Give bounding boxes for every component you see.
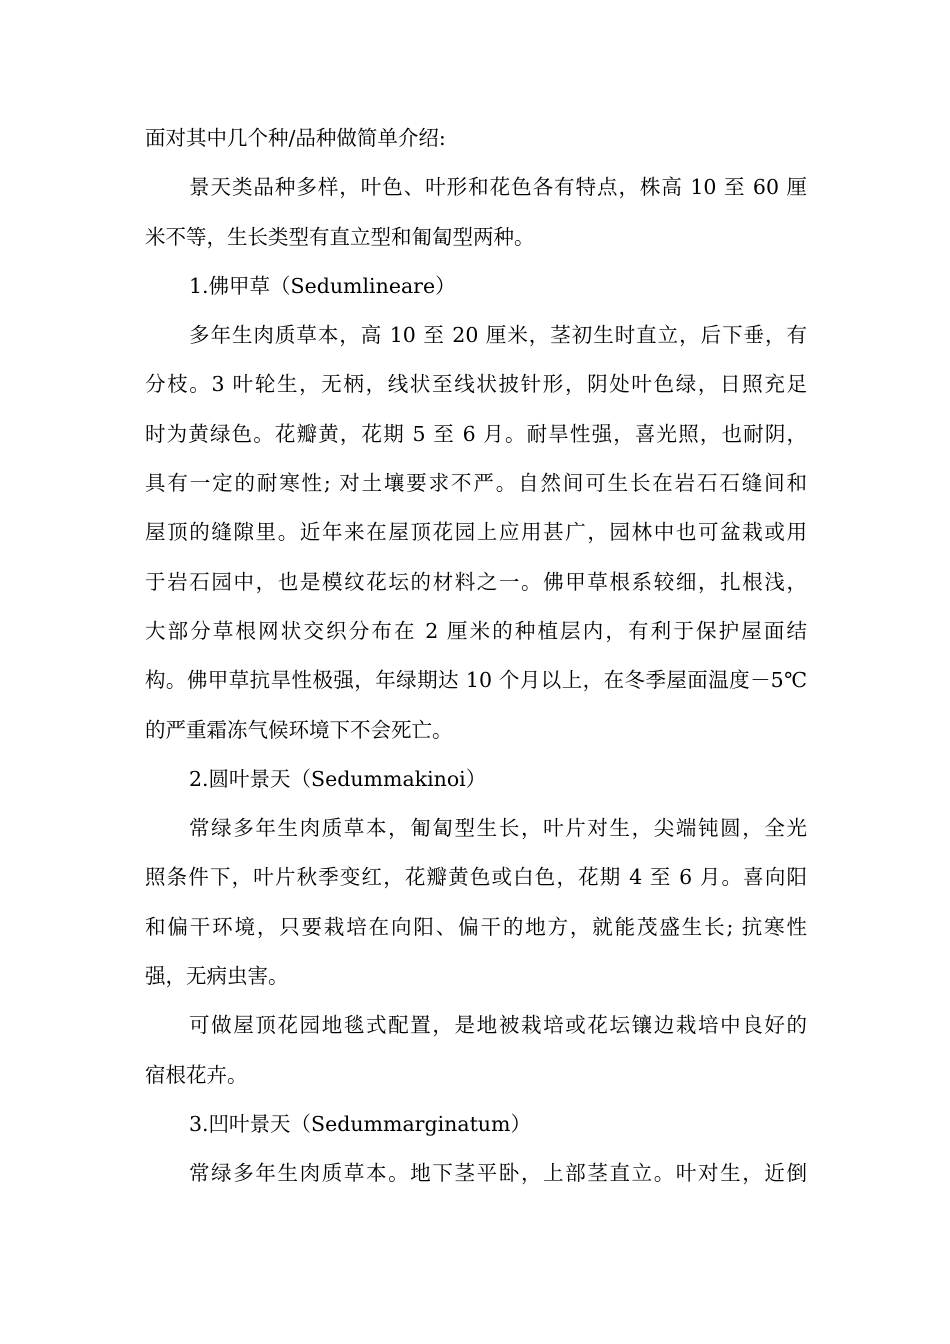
text-line-1: 面对其中几个种/品种做简单介绍: xyxy=(145,126,446,150)
section-heading-3: 3.凹叶景天（Sedummarginatum） xyxy=(189,1111,531,1136)
text-line-11: 大部分草根网状交织分布在 2 厘米的种植层内，有利于保护屋面结 xyxy=(145,618,807,643)
text-line-2: 景天类品种多样，叶色、叶形和花色各有特点，株高 10 至 60 厘 xyxy=(189,175,807,200)
text-line-5: 多年生肉质草本，高 10 至 20 厘米，茎初生时直立，后下垂，有 xyxy=(189,323,807,348)
text-line-8: 具有一定的耐寒性; 对土壤要求不严。自然间可生长在岩石石缝间和 xyxy=(145,471,807,496)
text-line-20: 宿根花卉。 xyxy=(145,1062,248,1087)
text-line-3: 米不等，生长类型有直立型和匍匐型两种。 xyxy=(145,224,535,249)
text-line-13: 的严重霜冻气候环境下不会死亡。 xyxy=(145,717,453,742)
text-line-7: 时为黄绿色。花瓣黄，花期 5 至 6 月。耐旱性强，喜光照，也耐阴， xyxy=(145,421,807,446)
section-heading-2: 2.圆叶景天（Sedummakinoi） xyxy=(189,766,487,791)
text-line-9: 屋顶的缝隙里。近年来在屋顶花园上应用甚广，园林中也可盆栽或用 xyxy=(145,520,807,545)
text-line-19: 可做屋顶花园地毯式配置，是地被栽培或花坛镶边栽培中良好的 xyxy=(189,1013,807,1038)
text-line-16: 照条件下，叶片秋季变红，花瓣黄色或白色，花期 4 至 6 月。喜向阳 xyxy=(145,865,807,890)
text-line-12: 构。佛甲草抗旱性极强，年绿期达 10 个月以上，在冬季屋面温度－5℃ xyxy=(145,668,807,693)
text-line-17: 和偏干环境，只要栽培在向阳、偏干的地方，就能茂盛生长; 抗寒性 xyxy=(145,914,807,939)
text-line-15: 常绿多年生肉质草本，匍匐型生长，叶片对生，尖端钝圆，全光 xyxy=(189,816,807,841)
text-line-22: 常绿多年生肉质草本。地下茎平卧，上部茎直立。叶对生，近倒 xyxy=(189,1161,807,1186)
text-line-10: 于岩石园中，也是模纹花坛的材料之一。佛甲草根系较细，扎根浅， xyxy=(145,569,807,594)
text-line-6: 分枝。3 叶轮生，无柄，线状至线状披针形，阴处叶色绿，日照充足 xyxy=(145,372,807,397)
section-heading-1: 1.佛甲草（Sedumlineare） xyxy=(189,273,456,298)
text-line-18: 强，无病虫害。 xyxy=(145,964,289,989)
document-page xyxy=(145,114,807,1199)
